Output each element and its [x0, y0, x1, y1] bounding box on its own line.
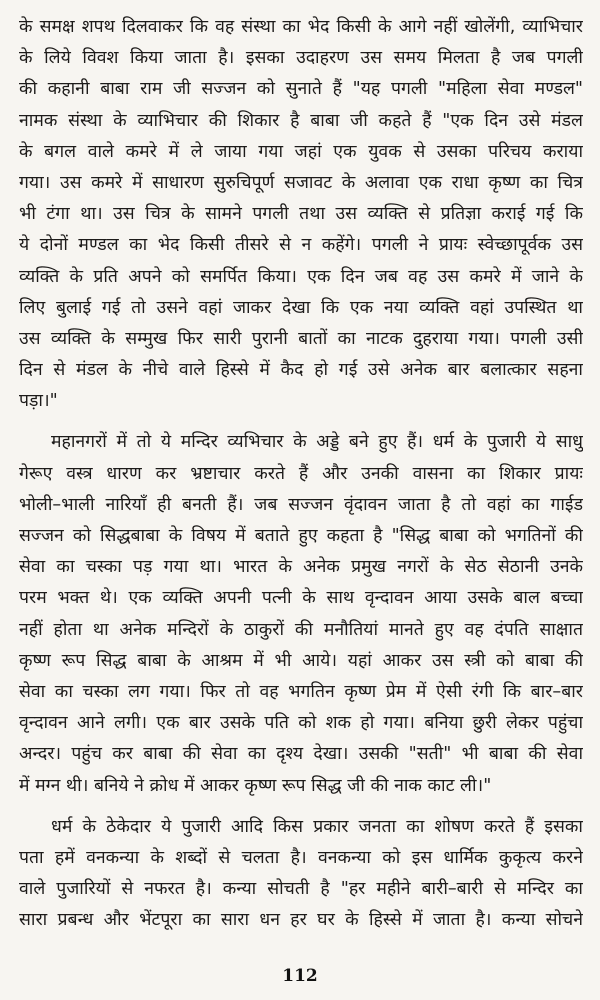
text-line: कृष्ण रूप सिद्ध बाबा के आश्रम में भी आये। यहां आकर उस स्त्री को बाबा की — [19, 650, 583, 671]
text-line: नामक संस्था के व्याभिचार की शिकार है बाबा जी कहते हैं "एक दिन उसे मंडल — [19, 110, 583, 131]
text-line: के लिये विवश किया जाता है। इसका उदाहरण उस समय मिलता है जब पगली — [19, 48, 583, 69]
text-line: में मग्न थी। बनिये ने क्रोध में आकर कृष्ण रूप सिद्ध जी की नाक काट ली।" — [19, 775, 492, 796]
paragraph-3 — [19, 812, 583, 937]
text-line: पता हमें वनकन्या के शब्दों से चलता है। वनकन्या को इस धार्मिक कुकृत्य करने — [19, 847, 583, 868]
text-line: अन्दर। पहुंच कर बाबा की सेवा का दृश्य देखा। उसकी "सती" भी बाबा की सेवा — [19, 744, 583, 765]
text-line: नहीं होता था अनेक मन्दिरों के ठाकुरों की मनौतियां मानते हुए वह दंपति साक्षात — [19, 619, 583, 640]
text-line: भोली–भाली नारियाँ ही बनती हैं। जब सज्जन वृंदावन जाता है तो वहां का गाईड — [19, 494, 583, 515]
text-line: महानगरों में तो ये मन्दिर व्यभिचार के अड्डे बने हुए हैं। धर्म के पुजारी ये साधु — [51, 432, 583, 453]
text-line: सेवा का चस्का लग गया। फिर तो वह भगतिन कृष्ण प्रेम में ऐसी रंगी कि बार–बार — [19, 681, 583, 702]
text-line: परम भक्त थे। एक व्यक्ति अपनी पत्नी के साथ वृन्दावन आया उसके बाल बच्चा — [19, 588, 583, 609]
text-line: के बगल वाले कमरे में ले जाया गया जहां एक युवक से उसका परिचय कराया — [19, 141, 583, 162]
text-line: के समक्ष शपथ दिलवाकर कि वह संस्था का भेद किसी के आगे नहीं खोलेंगी, व्याभिचार — [19, 17, 583, 37]
text-line: सारा प्रबन्ध और भेंटपूरा का सारा धन हर घर के हिस्से में जाता है। कन्या सोचने — [19, 910, 583, 931]
text-line: सेवा का चस्का पड़ गया था। भारत के अनेक प्रमुख नगरों के सेठ सेठानी उनके — [19, 557, 583, 578]
text-line: वृन्दावन आने लगी। एक बार उसके पति को शक हो गया। बनिया छुरी लेकर पहुंचा — [19, 713, 583, 734]
text-line: वाले पुजारियों से नफरत है। कन्या सोचती है "हर महीने बारी–बारी से मन्दिर का — [19, 879, 583, 900]
paragraph-2 — [19, 427, 583, 801]
page-number: 112 — [282, 966, 318, 986]
text-line: धर्म के ठेकेदार ये पुजारी आदि किस प्रकार जनता का शोषण करते हैं इसका — [51, 816, 583, 837]
text-line: लिए बुलाई गई तो उसने वहां जाकर देखा कि एक नया व्यक्ति वहां उपस्थित था — [19, 297, 583, 318]
text-line: उस व्यक्ति के सम्मुख फिर सारी पुरानी बातों का नाटक दुहराया गया। पगली उसी — [19, 328, 583, 349]
text-line: पड़ा।" — [19, 391, 58, 412]
text-line: गया। उस कमरे में साधारण सुरुचिपूर्ण सजावट के अलावा एक राधा कृष्ण का चित्र — [19, 172, 583, 193]
text-line: सज्जन को सिद्धबाबा के विषय में बताते हुए कहता है "सिद्ध बाबा को भगतिनों की — [19, 526, 583, 546]
text-line: की कहानी बाबा राम जी सज्जन को सुनाते हैं "यह पगली "महिला सेवा मण्डल" — [19, 79, 583, 100]
text-line: ये दोनों मण्डल का भेद किसी तीसरे से न कहेंगे। पगली ने प्रायः स्वेच्छापूर्वक उस — [19, 235, 583, 256]
text-line: गेरूए वस्त्र धारण कर भ्रष्टाचार करते हैं और उनकी वासना का शिकार प्रायः — [19, 463, 583, 484]
text-line: व्यक्ति के प्रति अपने को समर्पित किया। एक दिन जब वह उस कमरे में जाने के — [19, 266, 583, 287]
paragraph-1 — [19, 12, 583, 417]
text-line: भी टंगा था। उस चित्र के सामने पगली तथा उस व्यक्ति से प्रतिज्ञा कराई गई कि — [19, 204, 583, 225]
text-line: दिन से मंडल के नीचे वाले हिस्से में कैद हो गई उसे अनेक बार बलात्कार सहना — [19, 360, 583, 381]
